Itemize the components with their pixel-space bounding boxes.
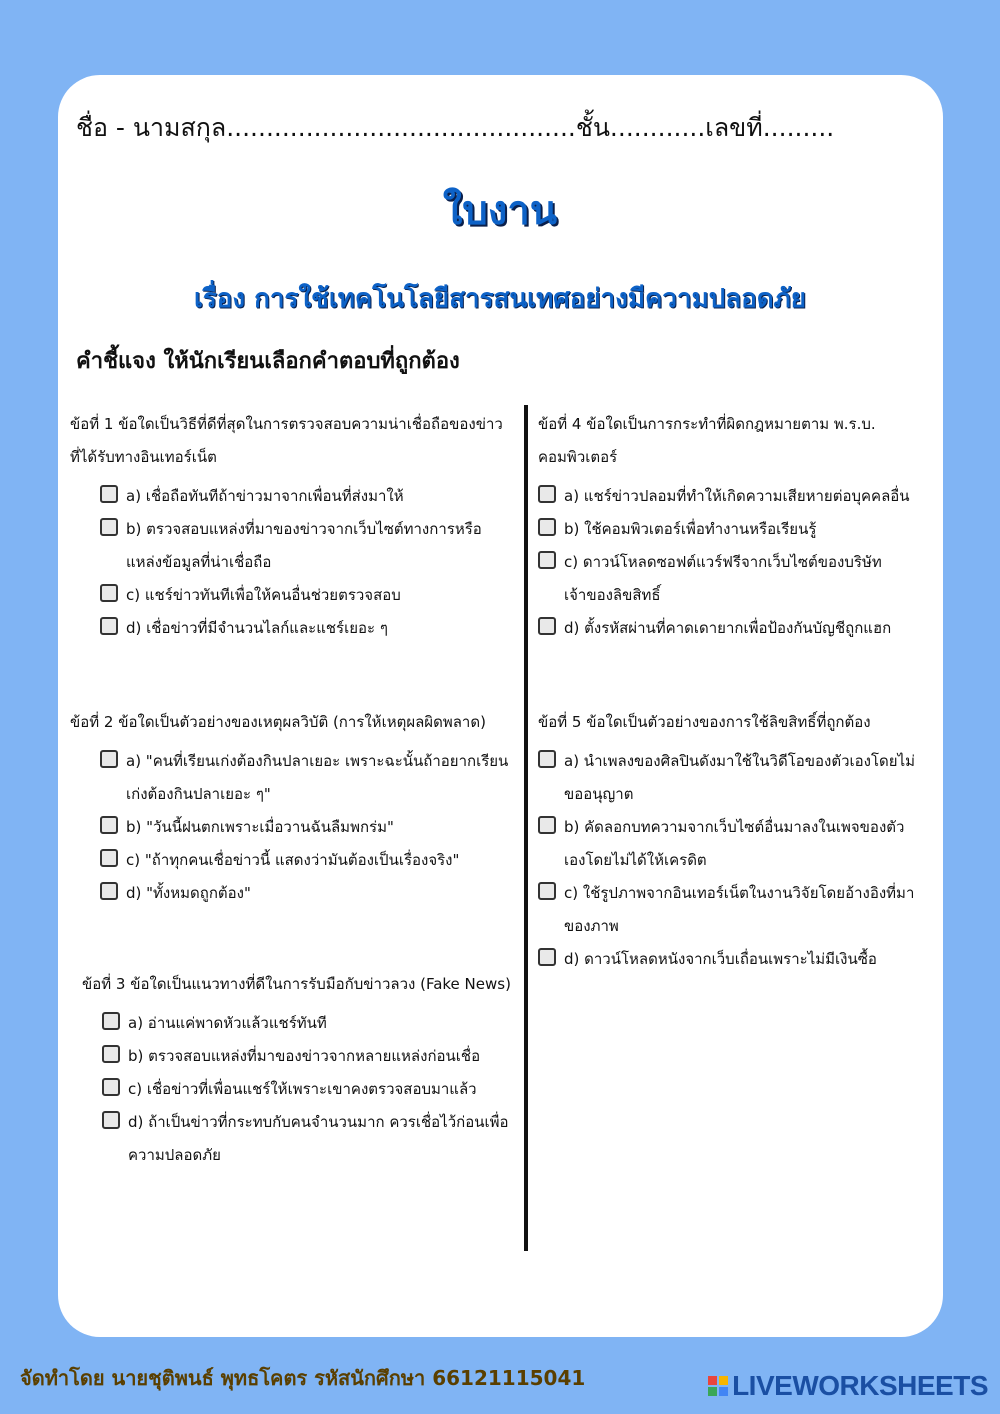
checkbox[interactable] [538, 816, 556, 834]
question-text: ข้อที่ 4 ข้อใดเป็นการกระทำที่ผิดกฎหมายตาม พ.ร.บ. คอมพิวเตอร์ [538, 415, 876, 466]
choice-label: a) "คนที่เรียนเก่งต้องกินปลาเยอะ เพราะฉะนั้นถ้าอยากเรียนเก่งต้องกินปลาเยอะ ๆ" [126, 752, 509, 803]
choice-label: b) ตรวจสอบแหล่งที่มาของข่าวจากเว็บไซต์ทางการหรือแหล่งข้อมูลที่น่าเชื่อถือ [126, 520, 482, 571]
checkbox[interactable] [538, 617, 556, 635]
checkbox[interactable] [100, 849, 118, 867]
question-text: ข้อที่ 2 ข้อใดเป็นตัวอย่างของเหตุผลวิบัติ (การให้เหตุผลผิดพลาด) [70, 713, 486, 731]
worksheet-title: ใบงาน [442, 188, 558, 234]
choice-a[interactable] [70, 480, 510, 513]
question-text: ข้อที่ 5 ข้อใดเป็นตัวอย่างของการใช้ลิขสิทธิ์ที่ถูกต้อง [538, 713, 871, 731]
choice-label: c) "ถ้าทุกคนเชื่อข่าวนี้ แสดงว่ามันต้องเป็นเรื่องจริง" [126, 851, 460, 869]
question-5 [538, 706, 918, 976]
choice-label: b) ตรวจสอบแหล่งที่มาของข่าวจากหลายแหล่งก่อนเชื่อ [128, 1047, 481, 1065]
column-divider [524, 405, 528, 1251]
choice-d[interactable] [70, 612, 510, 645]
checkbox[interactable] [538, 551, 556, 569]
checkbox[interactable] [100, 518, 118, 536]
question-3 [82, 968, 512, 1172]
choice-a[interactable] [538, 480, 918, 513]
checkbox[interactable] [538, 485, 556, 503]
instruction-text: คำชี้แจง ให้นักเรียนเลือกคำตอบที่ถูกต้อง [76, 349, 460, 374]
checkbox[interactable] [102, 1078, 120, 1096]
choice-label: d) เชื่อข่าวที่มีจำนวนไลก์และแชร์เยอะ ๆ [126, 619, 388, 637]
choice-d[interactable] [538, 612, 918, 645]
worksheet-subtitle: เรื่อง การใช้เทคโนโลยีสารสนเทศอย่างมีความปลอดภัย [193, 284, 807, 314]
liveworksheets-logo-icon [708, 1376, 728, 1396]
question-2 [70, 706, 510, 910]
choice-label: c) ดาวน์โหลดซอฟต์แวร์ฟรีจากเว็บไซต์ของบริษัทเจ้าของลิขสิทธิ์ [564, 553, 882, 604]
checkbox[interactable] [100, 882, 118, 900]
checkbox[interactable] [100, 750, 118, 768]
choice-b[interactable] [70, 811, 510, 844]
choice-label: a) เชื่อถือทันทีถ้าข่าวมาจากเพื่อนที่ส่งมาให้ [126, 487, 404, 505]
choice-a[interactable] [70, 745, 510, 811]
choice-label: d) ดาวน์โหลดหนังจากเว็บเถื่อนเพราะไม่มีเงินซื้อ [564, 950, 877, 968]
author-credit: จัดทำโดย นายชุติพนธ์ พุทธโคตร รหัสนักศึกษา 66121115041 [20, 1366, 586, 1390]
checkbox[interactable] [100, 485, 118, 503]
choice-label: d) ถ้าเป็นข่าวที่กระทบกับคนจำนวนมาก ควรเชื่อไว้ก่อนเพื่อความปลอดภัย [128, 1113, 509, 1164]
choice-c[interactable] [538, 546, 918, 612]
checkbox[interactable] [538, 750, 556, 768]
choice-c[interactable] [82, 1073, 512, 1106]
choice-b[interactable] [538, 513, 918, 546]
choice-label: c) ใช้รูปภาพจากอินเทอร์เน็ตในงานวิจัยโดยอ้างอิงที่มาของภาพ [564, 884, 915, 935]
choice-a[interactable] [82, 1007, 512, 1040]
choice-label: b) ใช้คอมพิวเตอร์เพื่อทำงานหรือเรียนรู้ [564, 520, 817, 538]
checkbox[interactable] [100, 584, 118, 602]
choice-label: c) แชร์ข่าวทันทีเพื่อให้คนอื่นช่วยตรวจสอบ [126, 586, 401, 604]
checkbox[interactable] [102, 1012, 120, 1030]
choice-c[interactable] [70, 579, 510, 612]
logo-square [719, 1387, 728, 1396]
checkbox[interactable] [538, 518, 556, 536]
checkbox[interactable] [538, 948, 556, 966]
checkbox[interactable] [100, 816, 118, 834]
choice-c[interactable] [538, 877, 918, 943]
choice-label: b) "วันนี้ฝนตกเพราะเมื่อวานฉันลืมพกร่ม" [126, 818, 394, 836]
choice-label: a) แชร์ข่าวปลอมที่ทำให้เกิดความเสียหายต่อบุคคลอื่น [564, 487, 910, 505]
choice-label: a) อ่านแค่พาดหัวแล้วแชร์ทันที [128, 1014, 327, 1032]
name-class-number-line: ชื่อ - นามสกุล............................................ชั้น............เลขที่......... [76, 113, 835, 142]
liveworksheets-brand[interactable] [708, 1370, 988, 1402]
checkbox[interactable] [102, 1045, 120, 1063]
choice-b[interactable] [538, 811, 918, 877]
logo-square [708, 1376, 717, 1385]
logo-square [708, 1387, 717, 1396]
choice-d[interactable] [82, 1106, 512, 1172]
logo-square [719, 1376, 728, 1385]
choice-d[interactable] [70, 877, 510, 910]
checkbox[interactable] [102, 1111, 120, 1129]
choice-c[interactable] [70, 844, 510, 877]
checkbox[interactable] [538, 882, 556, 900]
checkbox[interactable] [100, 617, 118, 635]
question-text: ข้อที่ 3 ข้อใดเป็นแนวทางที่ดีในการรับมือกับข่าวลวง (Fake News) [82, 975, 511, 993]
choice-label: c) เชื่อข่าวที่เพื่อนแชร์ให้เพราะเขาคงตรวจสอบมาแล้ว [128, 1080, 477, 1098]
choice-d[interactable] [538, 943, 918, 976]
choice-label: a) นำเพลงของศิลปินดังมาใช้ในวิดีโอของตัวเองโดยไม่ขออนุญาต [564, 752, 916, 803]
question-text: ข้อที่ 1 ข้อใดเป็นวิธีที่ดีที่สุดในการตรวจสอบความน่าเชื่อถือของข่าวที่ได้รับทางอินเทอร์เน็ต [70, 415, 503, 466]
choice-b[interactable] [82, 1040, 512, 1073]
choice-b[interactable] [70, 513, 510, 579]
choice-label: d) "ทั้งหมดถูกต้อง" [126, 884, 251, 902]
choice-a[interactable] [538, 745, 918, 811]
brand-name: LIVEWORKSHEETS [732, 1370, 988, 1401]
choice-label: b) คัดลอกบทความจากเว็บไซต์อื่นมาลงในเพจของตัวเองโดยไม่ได้ให้เครดิต [564, 818, 905, 869]
question-4 [538, 408, 918, 645]
question-1 [70, 408, 510, 645]
choice-label: d) ตั้งรหัสผ่านที่คาดเดายากเพื่อป้องกันบัญชีถูกแฮก [564, 619, 892, 637]
